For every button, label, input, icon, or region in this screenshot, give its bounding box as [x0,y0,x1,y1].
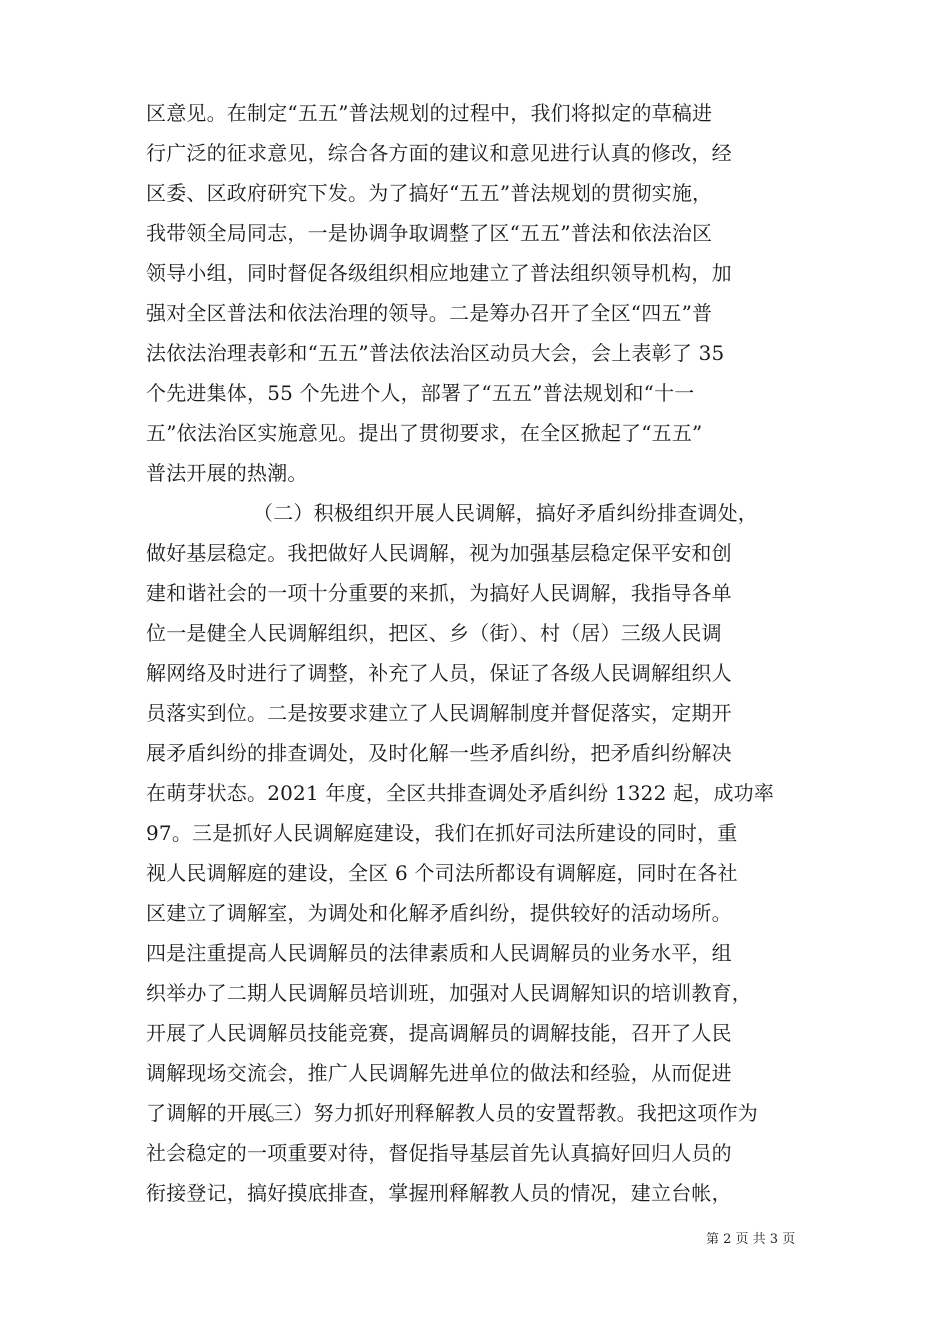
text-line: 社会稳定的一项重要对待，督促指导基层首先认真搞好回归人员的 [146,1141,732,1165]
text-line: 了调解的开展。 [146,1101,288,1125]
text-line: 97。三是抓好人民调解庭建设，我们在抓好司法所建设的同时，重 [146,821,738,845]
text-line: 个先进集体，55 个先进个人，部署了“五五”普法规划和“十一 [146,381,695,405]
paragraph-heading-2: （二）积极组织开展人民调解，搞好矛盾纠纷排查调处， [253,501,758,525]
text-line: 行广泛的征求意见，综合各方面的建议和意见进行认真的修改，经 [146,141,732,165]
text-line: 建和谐社会的一项十分重要的来抓，为搞好人民调解，我指导各单 [146,581,732,605]
text-line: 法依法治理表彰和“五五”普法依法治区动员大会，会上表彰了 35 [146,341,725,365]
text-line: 织举办了二期人民调解员培训班，加强对人民调解知识的培训教育， [146,981,752,1005]
text-line: 区意见。在制定“五五”普法规划的过程中，我们将拟定的草稿进 [146,101,713,125]
text-line: 调解现场交流会，推广人民调解先进单位的做法和经验，从而促进 [146,1061,732,1085]
text-line: 五”依法治区实施意见。提出了贯彻要求，在全区掀起了“五五” [146,421,703,445]
text-line: 视人民调解庭的建设，全区 6 个司法所都设有调解庭，同时在各社 [146,861,738,885]
text-line: 员落实到位。二是按要求建立了人民调解制度并督促落实，定期开 [146,701,732,725]
text-line: 我带领全局同志，一是协调争取调整了区“五五”普法和依法治区 [146,221,713,245]
text-line: 位一是健全人民调解组织，把区、乡（街）、村（居）三级人民调 [146,621,722,645]
text-line: 展矛盾纠纷的排查调处，及时化解一些矛盾纠纷，把矛盾纠纷解决 [146,741,732,765]
text-line: 区委、区政府研究下发。为了搞好“五五”普法规划的贯彻实施， [146,181,713,205]
text-line: 四是注重提高人民调解员的法律素质和人民调解员的业务水平，组 [146,941,732,965]
text-line: 区建立了调解室，为调处和化解矛盾纠纷，提供较好的活动场所。 [146,901,732,925]
page-number-footer: 第 2 页 共 3 页 [706,1232,796,1247]
text-line: 强对全区普法和依法治理的领导。二是筹办召开了全区“四五”普 [146,301,713,325]
text-line: 领导小组，同时督促各级组织相应地建立了普法组织领导机构，加 [146,261,732,285]
text-line: 普法开展的热潮。 [146,461,308,485]
paragraph-heading-3: （三）努力抓好刑释解教人员的安置帮教。我把这项作为 [253,1101,758,1125]
text-line: 在萌芽状态。2021 年度，全区共排查调处矛盾纠纷 1322 起，成功率 [146,781,775,805]
text-line: 衔接登记，搞好摸底排查，掌握刑释解教人员的情况，建立台帐， [146,1181,732,1205]
text-line: 开展了人民调解员技能竞赛，提高调解员的调解技能，召开了人民 [146,1021,732,1045]
text-line: 解网络及时进行了调整，补充了人员，保证了各级人民调解组织人 [146,661,732,685]
text-line: 做好基层稳定。我把做好人民调解，视为加强基层稳定保平安和创 [146,541,732,565]
